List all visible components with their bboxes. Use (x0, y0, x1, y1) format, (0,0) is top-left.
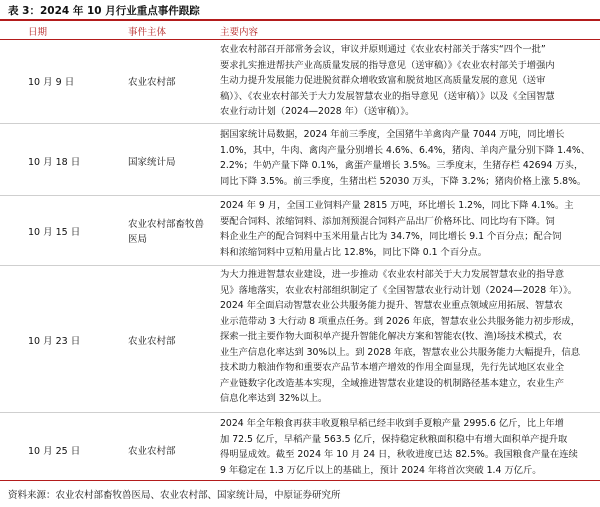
content-line: 得明显成效。截至 2024 年 10 月 24 日，秋收进度已达 82.5%。我国粮食产量在连续 (220, 449, 578, 461)
row-date: 10 月 9 日 (28, 77, 75, 88)
row-content (220, 416, 592, 478)
content-line: 料企业生产的配合饲料中玉米用量占比为 34.7%，同比增长 9.1 个百分点；配合饲 (220, 231, 562, 243)
content-line: 据国家统计局数据，2024 年前三季度，全国猪牛羊禽肉产量 7044 万吨，同比增长 (220, 129, 565, 140)
table-row (0, 124, 600, 194)
content-line: 农业农村部召开部常务会议，审议并原则通过《农业农村部关于落实“四个一批” (220, 44, 546, 55)
row-date: 10 月 23 日 (28, 336, 81, 347)
content-line: 1.0%，其中，牛肉、禽肉产量分别增长 4.6%、6.4%，猪肉、羊肉产量分别下降 1.4%、 (220, 144, 590, 156)
row-date: 10 月 25 日 (28, 446, 81, 457)
content-line: 9 年稳定在 1.3 万亿斤以上的基础上，预计 2024 年将首次突破 1.4 万亿斤。 (220, 464, 542, 476)
row-subject: 农业农村部 (128, 446, 176, 457)
content-line: 同比下降 3.5%。前三季度，生猪出栏 52030 万头，下降 3.2%；猪肉价格上涨 5.8%。 (220, 175, 587, 187)
content-line: 要求扎实推进帮扶产业高质量发展的指导意见（送审稿）》《农业农村部关于增强内 (220, 59, 555, 71)
header-subject: 事件主体 (128, 27, 167, 38)
content-line: 业示范带动 3 大行动 8 项重点任务。到 2026 年底，智慧农业公共服务能力初步形成， (220, 315, 581, 327)
source-note: 资料来源：农业农村部畜牧兽医局、农业农村部、国家统计局，中原证券研究所 (8, 490, 341, 501)
row-content (220, 127, 592, 189)
content-line: 2024 年全面启动智慧农业公共服务能力提升、智慧农业重点领域应用拓展、智慧农 (220, 300, 563, 312)
table-row (0, 413, 600, 480)
content-line: 2024 年全年粮食再获丰收夏粮早稻已经丰收到手夏粮产量 2995.6 亿斤，比上年增 (220, 418, 564, 429)
header-content: 主要内容 (220, 27, 259, 38)
content-line: 技术助力粮油作物和重要农产品节本增产增效的作用全面显现，先行先试地区农业全 (220, 362, 564, 374)
row-content (220, 42, 592, 120)
content-line: 料和浓缩饲料中豆粕用量占比 12.8%，同比下降 0.1 个百分点。 (220, 246, 488, 258)
content-line: 2.2%；牛奶产量下降 0.1%，禽蛋产量增长 3.5%。三季度末，生猪存栏 42694 万头， (220, 160, 584, 172)
table-header (0, 21, 600, 39)
table-row (0, 196, 600, 264)
content-line: 业生产信息化率达到 30%以上。到 2028 年底，智慧农业公共服务能力大幅提升，信息 (220, 346, 580, 358)
row-date: 10 月 15 日 (28, 227, 81, 238)
row-subject-line1: 农业农村部畜牧兽 (128, 219, 205, 230)
table-row (0, 41, 600, 122)
table-title: 表 3：2024 年 10 月行业重点事件跟踪 (8, 5, 200, 17)
row-date: 10 月 18 日 (28, 157, 81, 168)
row-subject: 国家统计局 (128, 157, 176, 168)
content-line: 农业行动计划（2024—2028 年）（送审稿）》。 (220, 106, 415, 118)
content-line: 产业链数字化改造基本实现，全域推进智慧农业建设的机制路径基本建立，农业生产 (220, 377, 564, 389)
content-line: 要配合饲料、浓缩饲料、添加剂预混合饲料产品出厂价格环比、同比均有下降。饲 (220, 215, 555, 227)
content-line: 2024 年 9 月，全国工业饲料产量 2815 万吨，环比增长 1.2%，同比下降 4.1%。主 (220, 200, 574, 211)
row-subject-line2: 医局 (128, 234, 148, 245)
bottom-rule (0, 480, 600, 481)
row-subject: 农业农村部 (128, 336, 176, 347)
content-line: 加 72.5 亿斤，早稻产量 563.5 亿斤，保持稳定秋粮面积稳中有增大面积单产提升取 (220, 433, 568, 445)
content-line: 生动力提升发展能力促进脱贫群众增收致富和脱贫地区高质量发展的意见（送审 (220, 75, 546, 87)
header-rule (0, 39, 600, 40)
row-subject: 农业农村部 (128, 77, 176, 88)
row-content (220, 198, 592, 260)
content-line: 为大力推进智慧农业建设，进一步推动《农业农村部关于大力发展智慧农业的指导意 (220, 269, 564, 280)
table-row (0, 266, 600, 411)
row-content (220, 267, 592, 407)
header-date: 日期 (28, 27, 48, 38)
content-line: 探索一批主要作物大面积单产提升智能化解决方案和智能农(牧、渔)场技术模式，农 (220, 331, 562, 343)
content-line: 信息化率达到 32%以上。 (220, 393, 328, 405)
content-line: 稿）》、《农业农村部关于大力发展智慧农业的指导意见（送审稿）》以及《全国智慧 (220, 90, 555, 102)
content-line: 见》落地落实，农业农村部组织制定了《全国智慧农业行动计划（2024—2028 年）》。 (220, 284, 578, 296)
